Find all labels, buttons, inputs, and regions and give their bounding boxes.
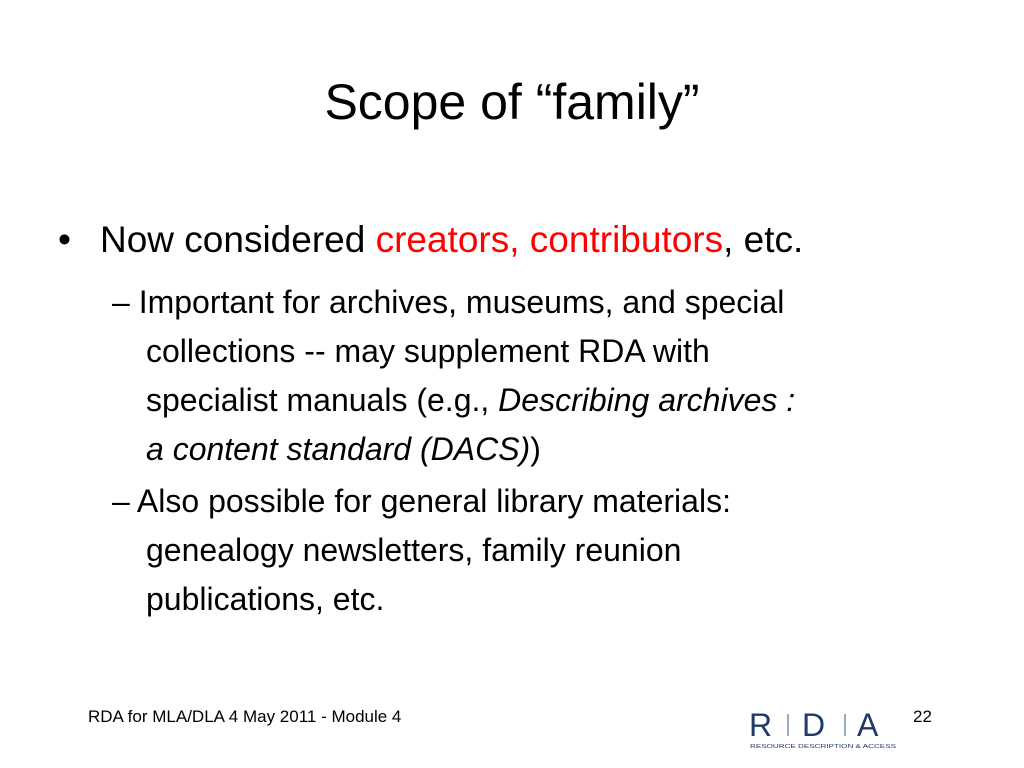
- logo-letter-a: A: [857, 707, 879, 743]
- sub-bullet-line: [112, 425, 992, 474]
- sub-bullet-general: [112, 477, 992, 624]
- main-bullet: [58, 214, 803, 266]
- bullet-highlight: creators, contributors: [375, 219, 724, 260]
- bullet-marker: •: [58, 219, 71, 260]
- page-number: 22: [913, 707, 932, 726]
- bullet-prefix: Now considered: [100, 219, 376, 260]
- sub-bullet-line: collections -- may supplement RDA with: [146, 333, 710, 369]
- bullet-suffix: , etc.: [723, 219, 804, 260]
- slide-title: Scope of “family”: [324, 74, 700, 130]
- sub-bullet-archives: [112, 278, 992, 474]
- sub-bullet-line: genealogy newsletters, family reunion: [146, 532, 682, 568]
- logo-letter-d: D: [802, 707, 826, 743]
- sub-bullet-line: – Also possible for general library materials:: [112, 483, 731, 519]
- sub-bullet-text: ): [530, 431, 541, 467]
- sub-bullet-line: publications, etc.: [146, 581, 385, 617]
- rda-logo: [749, 706, 899, 752]
- sub-bullet-line: [112, 376, 992, 425]
- sub-bullet-text: specialist manuals (e.g.,: [146, 382, 499, 418]
- logo-tagline: RESOURCE DESCRIPTION & ACCESS: [750, 744, 897, 750]
- dacs-title-part2: a content standard (DACS): [146, 431, 531, 467]
- footer-text: RDA for MLA/DLA 4 May 2011 - Module 4: [88, 707, 402, 726]
- sub-bullet-line: – Important for archives, museums, and special: [112, 284, 785, 320]
- logo-letter-r: R: [749, 707, 773, 743]
- dacs-title-part1: Describing archives :: [498, 382, 796, 418]
